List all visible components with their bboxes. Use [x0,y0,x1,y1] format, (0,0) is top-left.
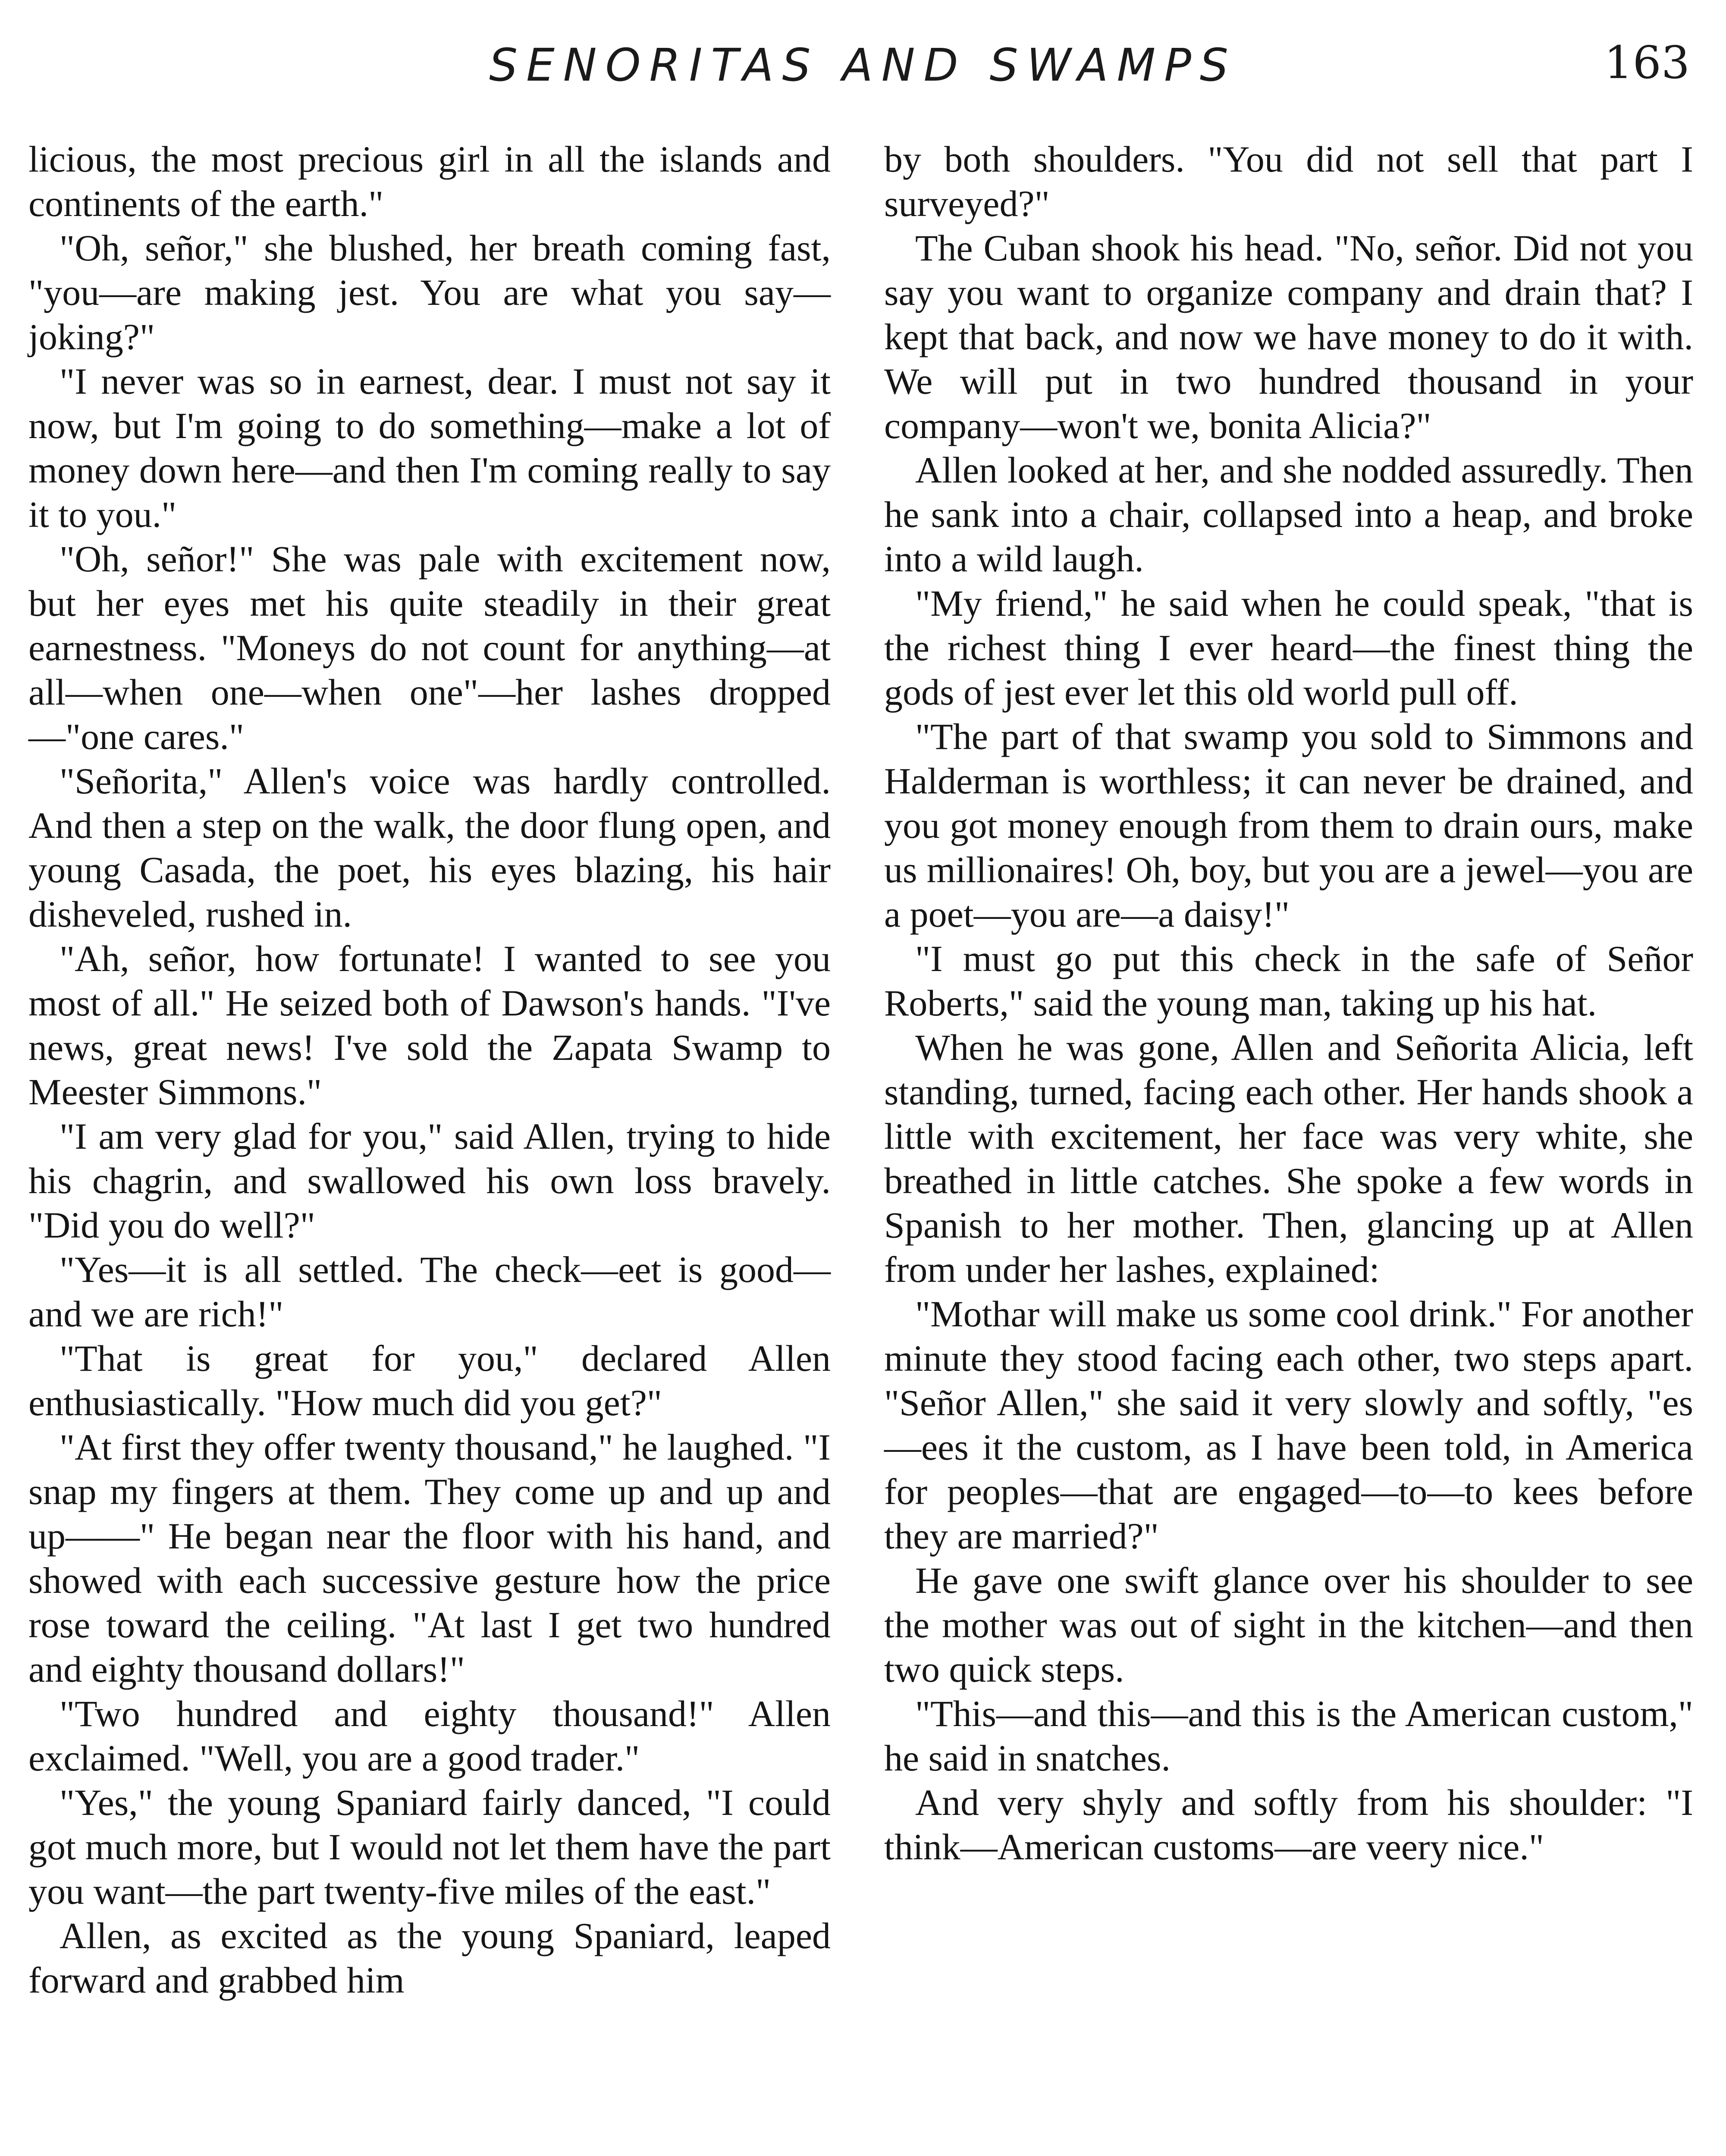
paragraph: "The part of that swamp you sold to Simmons and Halderman is worthless; it can never be drained, and you got money enough from them to drain ours, make us millionaires! Oh, boy, but you are a jewel—you are a poet—you are—a daisy!" [884,716,1693,935]
paragraph: "I must go put this check in the safe of Señor Roberts," said the young man, taking up his hat. [884,938,1693,1024]
paragraph: by both shoulders. "You did not sell that part I surveyed?" [884,138,1693,224]
paragraph: "Two hundred and eighty thousand!" Allen exclaimed. "Well, you are a good trader." [28,1693,831,1779]
paragraph: "Yes," the young Spaniard fairly danced, "I could got much more, but I would not let them have the part you want—the part twenty-five miles of the east." [28,1782,831,1912]
left-column [28,137,831,2002]
paragraph: "This—and this—and this is the American custom," he said in snatches. [884,1693,1693,1779]
paragraph: "I never was so in earnest, dear. I must not say it now, but I'm going to do something—make a lot of money down here—and then I'm coming really to say it to you." [28,360,831,535]
paragraph: "I am very glad for you," said Allen, trying to hide his chagrin, and swallowed his own loss bravely. "Did you do well?" [28,1116,831,1246]
paragraph: The Cuban shook his head. "No, señor. Did not you say you want to organize company and drain that? I kept that back, and now we have money to do it with. We will put in two hundred thousand in your company—won't we, bonita Alicia?" [884,227,1693,446]
page-number: 163 [1604,36,1690,89]
paragraph: Allen looked at her, and she nodded assuredly. Then he sank into a chair, collapsed into a heap, and broke into a wild laugh. [884,449,1693,580]
running-title: SENORITAS AND SWAMPS [489,39,1237,91]
page-header [0,26,1726,121]
paragraph: "Señorita," Allen's voice was hardly controlled. And then a step on the walk, the door flung open, and young Casada, the poet, his eyes blazing, his hair disheveled, rushed in. [28,760,831,935]
right-column [884,137,1693,1869]
paragraph: And very shyly and softly from his shoulder: "I think—American customs—are veery nice." [884,1782,1693,1868]
paragraph: When he was gone, Allen and Señorita Alicia, left standing, turned, facing each other. Her hands shook a little with excitement, her face was very white, she breathed in little catches. She spoke a few words in Spanish to her mother. Then, glancing up at Allen from under her lashes, explained: [884,1027,1693,1290]
paragraph: "My friend," he said when he could speak, "that is the richest thing I ever heard—the finest thing the gods of jest ever let this old world pull off. [884,583,1693,713]
paragraph: "Ah, señor, how fortunate! I wanted to see you most of all." He seized both of Dawson's hands. "I've news, great news! I've sold the Zapata Swamp to Meester Simmons." [28,938,831,1112]
paragraph: "Yes—it is all settled. The check—eet is good—and we are rich!" [28,1249,831,1335]
paragraph: "Oh, señor!" She was pale with excitement now, but her eyes met his quite steadily in their great earnestness. "Moneys do not count for anything—at all—when one—when one"—her lashes dropped—"one cares." [28,538,831,757]
paragraph: He gave one swift glance over his shoulder to see the mother was out of sight in the kitchen—and then two quick steps. [884,1560,1693,1690]
paragraph: "Mothar will make us some cool drink." For another minute they stood facing each other, two steps apart. "Señor Allen," she said it very slowly and softly, "es—ees it the custom, as I have been told, in America for peoples—that are engaged—to—to kees before they are married?" [884,1293,1693,1557]
paragraph: "At first they offer twenty thousand," he laughed. "I snap my fingers at them. They come up and up and up——" He began near the floor with his hand, and showed with each successive gesture how the price rose toward the ceiling. "At last I get two hundred and eighty thousand dollars!" [28,1426,831,1690]
paragraph: "Oh, señor," she blushed, her breath coming fast, "you—are making jest. You are what you say—joking?" [28,227,831,357]
paragraph: "That is great for you," declared Allen enthusiastically. "How much did you get?" [28,1338,831,1423]
paragraph: Allen, as excited as the young Spaniard, leaped forward and grabbed him [28,1915,831,2001]
paragraph: licious, the most precious girl in all the islands and continents of the earth." [28,138,831,224]
